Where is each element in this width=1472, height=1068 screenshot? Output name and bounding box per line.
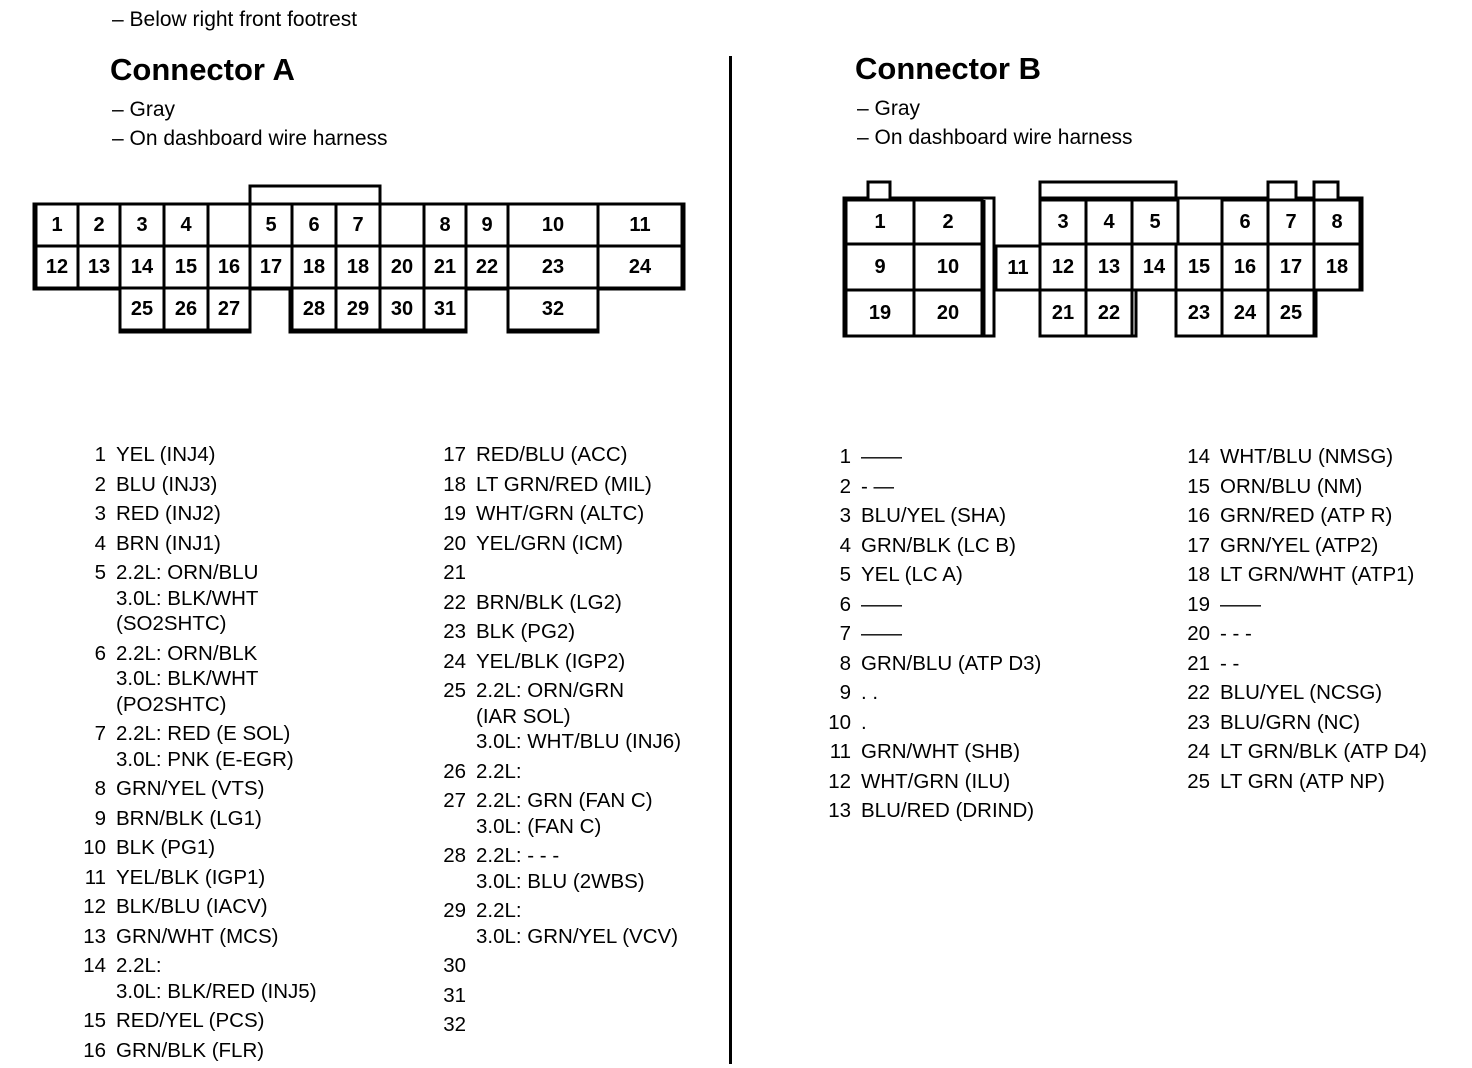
wire-entry (476, 789, 736, 844)
wire-entry (116, 895, 416, 925)
wire-entry (1220, 652, 1470, 682)
wire-entry (1220, 622, 1470, 652)
wire-entry (861, 740, 1161, 770)
wire-entry (476, 443, 736, 473)
wire-description: 3.0L: GRN/YEL (VCV) (476, 925, 678, 949)
wire-description: 3.0L: WHT/BLU (INJ6) (476, 730, 681, 754)
pin-number: 20 (1187, 622, 1210, 646)
pin-number: 7 (840, 622, 851, 646)
wire-description: 2.2L: RED (E SOL) (116, 722, 290, 746)
wire-description: —— (861, 622, 902, 646)
wire-entry (116, 1009, 416, 1039)
wire-description: GRN/WHT (SHB) (861, 740, 1020, 764)
connector-b-pin-label: 14 (1143, 256, 1166, 278)
wire-description: BLK (PG1) (116, 836, 215, 860)
connector-b-pin-label: 21 (1052, 302, 1074, 324)
wire-description: GRN/WHT (MCS) (116, 925, 278, 949)
connector-b-title: Connector B (855, 52, 1041, 86)
wire-description: (PO2SHTC) (116, 693, 226, 717)
wire-entry (476, 899, 736, 954)
pin-number: 11 (85, 866, 106, 890)
wire-description: 2.2L: (476, 760, 522, 784)
wire-entry (476, 561, 736, 591)
connector-a-pin-label: 5 (265, 214, 276, 236)
wire-description: YEL (INJ4) (116, 443, 216, 467)
wire-description: YEL (LC A) (861, 563, 963, 587)
connector-a-pin-label: 9 (481, 214, 492, 236)
pin-number: 6 (95, 642, 106, 666)
connector-a-pin-label: 2 (93, 214, 104, 236)
connector-a-pin-label: 12 (46, 256, 68, 278)
wire-entry (1220, 504, 1470, 534)
pin-number: 13 (828, 799, 851, 823)
wire-description: GRN/BLK (FLR) (116, 1039, 264, 1063)
connector-a-title: Connector A (110, 53, 295, 87)
connector-a-pin-label: 13 (88, 256, 110, 278)
wire-description: YEL/BLK (IGP2) (476, 650, 625, 674)
pin-number: 22 (443, 591, 466, 615)
pin-number: 17 (443, 443, 466, 467)
wire-description: ORN/BLU (NM) (1220, 475, 1362, 499)
pin-number: 6 (840, 593, 851, 617)
wire-entry (476, 532, 736, 562)
connector-b-pin-label: 17 (1280, 256, 1302, 278)
connector-b-lock-tab (1040, 182, 1176, 198)
pin-number: 26 (443, 760, 466, 784)
pin-number: 3 (840, 504, 851, 528)
wire-description: WHT/BLU (NMSG) (1220, 445, 1393, 469)
pin-number: 19 (1187, 593, 1210, 617)
pin-number: 30 (443, 954, 466, 978)
pin-number: 29 (443, 899, 466, 923)
pin-number: 32 (443, 1013, 466, 1037)
wire-entry (861, 504, 1161, 534)
wire-description: BLK/BLU (IACV) (116, 895, 268, 919)
wire-description: LT GRN (ATP NP) (1220, 770, 1385, 794)
wire-description: GRN/RED (ATP R) (1220, 504, 1392, 528)
connector-a-pin-label: 1 (51, 214, 62, 236)
wire-entry (476, 844, 736, 899)
pin-number: 11 (830, 740, 851, 764)
pin-number: 10 (828, 711, 851, 735)
connector-b-housing (844, 182, 994, 336)
connector-a-pin-label: 20 (391, 256, 413, 278)
wire-entry (476, 679, 736, 760)
connector-a-pin-label: 25 (131, 298, 153, 320)
pin-number: 21 (443, 561, 466, 585)
wire-description: RED/BLU (ACC) (476, 443, 628, 467)
connector-a-pin-label: 10 (542, 214, 564, 236)
pin-number: 23 (443, 620, 466, 644)
connector-a-color: – Gray (112, 98, 175, 122)
wire-description: 2.2L: ORN/GRN (476, 679, 624, 703)
wire-description: (IAR SOL) (476, 705, 571, 729)
connector-a-pin-label: 24 (629, 256, 652, 278)
pin-number: 7 (95, 722, 106, 746)
connector-b-location: – On dashboard wire harness (857, 126, 1133, 150)
pin-number: 18 (443, 473, 466, 497)
connector-b-pin-label: 9 (874, 256, 885, 278)
pin-number: 8 (95, 777, 106, 801)
pin-number: 5 (840, 563, 851, 587)
pin-number: 21 (1187, 652, 1210, 676)
wire-entry (861, 681, 1161, 711)
wire-description: 3.0L: (FAN C) (476, 815, 601, 839)
connector-a-pin-label: 7 (352, 214, 363, 236)
connector-a-pin-label: 11 (629, 214, 650, 236)
wire-description: —— (861, 445, 902, 469)
connector-a-pin-label: 28 (303, 298, 325, 320)
pin-number: 31 (443, 984, 466, 1008)
connector-b-pin-label: 25 (1280, 302, 1302, 324)
wire-entry (1220, 681, 1470, 711)
wire-entry (861, 563, 1161, 593)
wire-description: GRN/BLK (LC B) (861, 534, 1016, 558)
pin-number: 23 (1187, 711, 1210, 735)
wire-description: 2.2L: ORN/BLU (116, 561, 258, 585)
wire-entry (476, 1013, 736, 1043)
wire-entry (476, 591, 736, 621)
wire-entry (1220, 534, 1470, 564)
pin-number: 2 (95, 473, 106, 497)
wire-entry (116, 777, 416, 807)
wire-description: —— (861, 593, 902, 617)
wire-entry (861, 534, 1161, 564)
pin-number: 16 (83, 1039, 106, 1063)
wire-entry (116, 866, 416, 896)
pin-number: 10 (83, 836, 106, 860)
connector-b-wire-list-2 (1220, 445, 1470, 799)
pin-number: 20 (443, 532, 466, 556)
wire-entry (476, 620, 736, 650)
wire-entry (1220, 563, 1470, 593)
wire-description: GRN/YEL (ATP2) (1220, 534, 1378, 558)
wire-description: —— (1220, 593, 1261, 617)
wire-description: - - (1220, 652, 1239, 676)
wire-description: BLK (PG2) (476, 620, 575, 644)
wire-description: . (861, 711, 867, 735)
wire-entry (116, 954, 416, 1009)
pin-number: 17 (1187, 534, 1210, 558)
connector-b-pin-label: 8 (1331, 211, 1342, 233)
pin-number: 4 (840, 534, 851, 558)
wire-entry (861, 711, 1161, 741)
wire-description: 3.0L: BLK/WHT (116, 587, 258, 611)
connector-b-pin-label: 10 (937, 256, 959, 278)
connector-a-pin-label: 8 (439, 214, 450, 236)
wire-entry (116, 443, 416, 473)
wire-entry (1220, 711, 1470, 741)
wire-entry (116, 473, 416, 503)
connector-a-pin-label: 18 (347, 256, 369, 278)
pin-number: 24 (1187, 740, 1210, 764)
pin-number: 5 (95, 561, 106, 585)
wire-description: 2.2L: (116, 954, 162, 978)
connector-b-pin-label: 2 (942, 211, 953, 233)
wire-description: 3.0L: BLU (2WBS) (476, 870, 645, 894)
connector-a-pin-label: 30 (391, 298, 413, 320)
connector-a-pin-label: 23 (542, 256, 564, 278)
pin-number: 4 (95, 532, 106, 556)
wire-description: 2.2L: - - - (476, 844, 559, 868)
connector-a-pin-label: 15 (175, 256, 197, 278)
wire-description: WHT/GRN (ILU) (861, 770, 1010, 794)
wire-description: BRN/BLK (LG2) (476, 591, 622, 615)
connector-b-pin-label: 5 (1149, 211, 1160, 233)
wire-description: (SO2SHTC) (116, 612, 226, 636)
connector-b-pin-label: 20 (937, 302, 959, 324)
connector-a-pin-label: 17 (260, 256, 282, 278)
connector-b-pin-label: 15 (1188, 256, 1210, 278)
wire-description: BLU/GRN (NC) (1220, 711, 1360, 735)
pin-number: 22 (1187, 681, 1210, 705)
connector-a-location: – On dashboard wire harness (112, 127, 388, 151)
connector-b-pin-label: 4 (1103, 211, 1115, 233)
connector-a-wire-list-1 (116, 443, 416, 1068)
pin-number: 12 (83, 895, 106, 919)
wire-entry (116, 502, 416, 532)
wire-description: 2.2L: ORN/BLK (116, 642, 257, 666)
pin-number: 9 (840, 681, 851, 705)
wire-entry (1220, 770, 1470, 800)
connector-b-pin-label: 1 (874, 211, 885, 233)
wire-description: LT GRN/WHT (ATP1) (1220, 563, 1414, 587)
connector-a-pin-label: 22 (476, 256, 498, 278)
pin-number: 27 (443, 789, 466, 813)
wire-entry (861, 475, 1161, 505)
wire-description: WHT/GRN (ALTC) (476, 502, 644, 526)
wire-entry (116, 532, 416, 562)
wire-description: - - - (1220, 622, 1252, 646)
connector-a-pin-label: 14 (131, 256, 154, 278)
wire-description: BLU/YEL (SHA) (861, 504, 1006, 528)
connector-a-pin-label: 27 (218, 298, 240, 320)
wire-entry (1220, 593, 1470, 623)
connector-b-pin-label: 23 (1188, 302, 1210, 324)
wire-description: 3.0L: BLK/WHT (116, 667, 258, 691)
wire-entry (861, 593, 1161, 623)
wire-description: BLU/RED (DRIND) (861, 799, 1034, 823)
wire-description: GRN/YEL (VTS) (116, 777, 264, 801)
connector-b-pin-label: 19 (869, 302, 891, 324)
wire-entry (116, 561, 416, 642)
wire-description: . . (861, 681, 878, 705)
connector-a-pin-label: 21 (434, 256, 456, 278)
connector-a-pin-label: 16 (218, 256, 240, 278)
wire-entry (1220, 740, 1470, 770)
wire-entry (116, 836, 416, 866)
pin-number: 14 (1187, 445, 1210, 469)
wire-entry (1220, 445, 1470, 475)
pin-number: 15 (83, 1009, 106, 1033)
pin-number: 2 (840, 475, 851, 499)
connector-b-pin-label: 7 (1285, 211, 1296, 233)
wire-description: 2.2L: (476, 899, 522, 923)
connector-b-pin-label: 12 (1052, 256, 1074, 278)
pin-number: 16 (1187, 504, 1210, 528)
wire-description: BLU/YEL (NCSG) (1220, 681, 1382, 705)
connector-b-pin-label: 3 (1057, 211, 1068, 233)
pin-number: 1 (840, 445, 851, 469)
wire-description: 3.0L: BLK/RED (INJ5) (116, 980, 317, 1004)
wire-description: BRN (INJ1) (116, 532, 221, 556)
wire-entry (476, 473, 736, 503)
pin-number: 13 (83, 925, 106, 949)
pin-number: 25 (443, 679, 466, 703)
connector-b-wire-list-1 (861, 445, 1161, 829)
wire-entry (476, 650, 736, 680)
pin-number: 19 (443, 502, 466, 526)
wire-entry (861, 652, 1161, 682)
connector-b-pin-label: 11 (1007, 257, 1028, 279)
wire-description: RED/YEL (PCS) (116, 1009, 264, 1033)
wire-description: - — (861, 475, 894, 499)
wire-entry (861, 799, 1161, 829)
wire-entry (476, 502, 736, 532)
pin-number: 3 (95, 502, 106, 526)
wire-description: BRN/BLK (LG1) (116, 807, 262, 831)
pin-number: 12 (828, 770, 851, 794)
pin-number: 18 (1187, 563, 1210, 587)
wire-entry (476, 954, 736, 984)
wire-description: 2.2L: GRN (FAN C) (476, 789, 653, 813)
connector-b-color: – Gray (857, 97, 920, 121)
pin-number: 25 (1187, 770, 1210, 794)
connector-b-pin-label: 24 (1234, 302, 1257, 324)
wire-entry (861, 622, 1161, 652)
pin-number: 8 (840, 652, 851, 676)
connector-a-pin-label: 6 (308, 214, 319, 236)
connector-a-wire-list-2 (476, 443, 736, 1043)
wire-entry (1220, 475, 1470, 505)
wire-description: YEL/GRN (ICM) (476, 532, 623, 556)
wire-description: GRN/BLU (ATP D3) (861, 652, 1041, 676)
wire-description: BLU (INJ3) (116, 473, 217, 497)
wire-entry (476, 984, 736, 1014)
connector-b-pin-label: 13 (1098, 256, 1120, 278)
pin-number: 14 (83, 954, 106, 978)
connector-a-pin-label: 32 (542, 298, 564, 320)
connector-b-pin-label: 6 (1239, 211, 1250, 233)
wire-entry (476, 760, 736, 790)
connector-a-pin-label: 18 (303, 256, 325, 278)
wire-description: RED (INJ2) (116, 502, 221, 526)
location-note: – Below right front footrest (112, 8, 357, 32)
pin-number: 24 (443, 650, 466, 674)
connector-a-pin-label: 3 (136, 214, 147, 236)
connector-b-pin-label: 22 (1098, 302, 1120, 324)
wire-entry (116, 925, 416, 955)
pin-number: 1 (95, 443, 106, 467)
wire-entry (116, 642, 416, 723)
wire-entry (116, 807, 416, 837)
wire-description: 3.0L: PNK (E-EGR) (116, 748, 294, 772)
wire-entry (861, 445, 1161, 475)
connector-a-pin-label: 4 (180, 214, 192, 236)
wire-description: LT GRN/BLK (ATP D4) (1220, 740, 1427, 764)
connector-a-pin-label: 31 (434, 298, 456, 320)
wire-entry (116, 722, 416, 777)
pin-number: 15 (1187, 475, 1210, 499)
connector-b-pin-label: 16 (1234, 256, 1256, 278)
pin-number: 9 (95, 807, 106, 831)
pin-number: 28 (443, 844, 466, 868)
connector-a-pin-label: 26 (175, 298, 197, 320)
wire-entry (861, 770, 1161, 800)
connector-b-pin-label: 18 (1326, 256, 1348, 278)
wire-description: YEL/BLK (IGP1) (116, 866, 265, 890)
connector-a-pin-label: 29 (347, 298, 369, 320)
wire-description: LT GRN/RED (MIL) (476, 473, 652, 497)
